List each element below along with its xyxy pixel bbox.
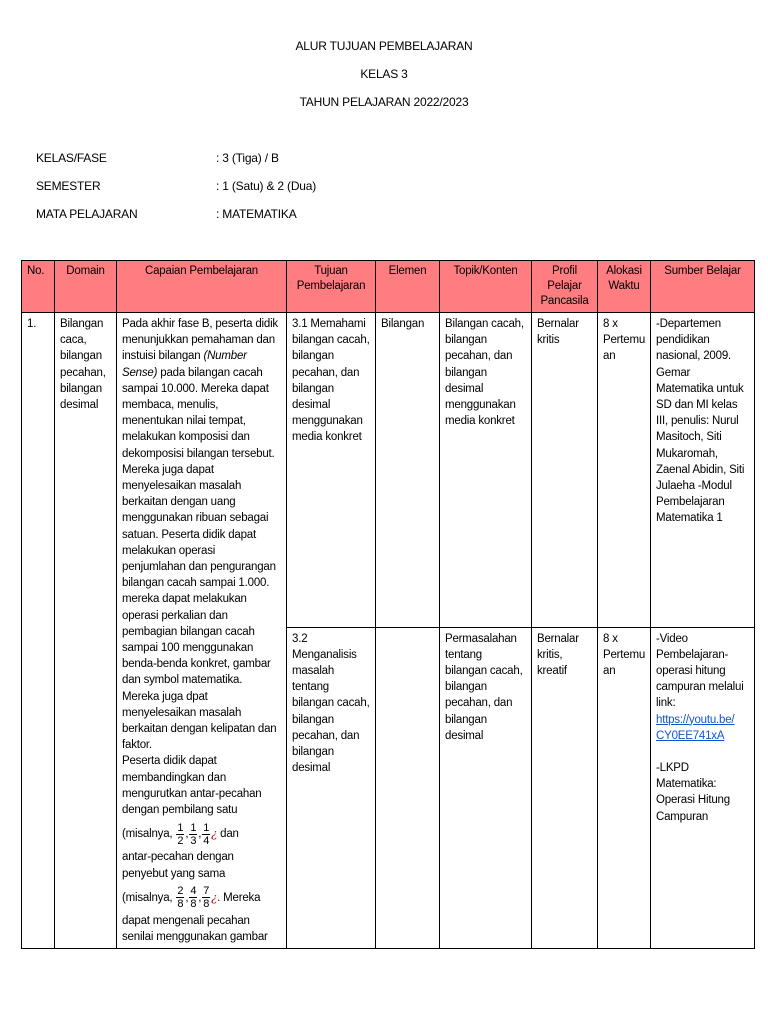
- fraction-example-1: (misalnya, $\frac{1}{2}$ , $\frac{1}{3}$ , $\frac{1}{4}$ ¿ dan: [122, 821, 239, 847]
- header-no: No.: [22, 261, 55, 313]
- cell-capaian: [117, 313, 287, 949]
- fraction-quarter: $\frac{1}{4}$: [203, 821, 210, 847]
- fraction-example-2: (misalnya, $\frac{2}{8}$ , $\frac{4}{8}$ , $\frac{7}{8}$ ¿. Mereka: [122, 885, 261, 911]
- table-row: [22, 313, 755, 628]
- broken-symbol: ¿: [211, 826, 218, 841]
- cell-topik-2: Permasalahan tentang bilangan cacah, bilangan pecahan, dan bilangan desimal: [440, 627, 532, 948]
- capaian-text-1: Pada akhir fase B, peserta didik menunjukkan pemahaman dan instuisi bilangan: [122, 318, 278, 363]
- capaian-text-3: Peserta didik dapat membandingkan dan mengurutkan antar-pecahan dengan pembilang satu: [122, 755, 262, 817]
- sumber-video-text: -Video Pembelajaran-operasi hitung campuran melalui link:: [656, 632, 744, 710]
- cell-elemen-empty: [376, 627, 440, 948]
- header-domain: Domain: [55, 261, 117, 313]
- capaian-text-5: dapat mengenali pecahan senilai menggunakan gambar: [122, 914, 268, 943]
- meta-value-semester: : 1 (Satu) & 2 (Dua): [216, 179, 317, 193]
- cell-alokasi-1: 8 x Pertemu an: [598, 313, 651, 628]
- header-tujuan: Tujuan Pembelajaran: [287, 261, 376, 313]
- meta-label-semester: SEMESTER: [36, 179, 101, 193]
- fraction-half: $\frac{1}{2}$: [177, 821, 184, 847]
- fraction-four-eighths: $\frac{4}{8}$: [190, 885, 197, 911]
- learning-path-table: [21, 260, 755, 949]
- document-year: TAHUN PELAJARAN 2022/2023: [299, 95, 469, 109]
- document-title: ALUR TUJUAN PEMBELAJARAN: [295, 39, 473, 53]
- header-alokasi: Alokasi Waktu: [598, 261, 651, 313]
- meta-label-kelas-fase: KELAS/FASE: [36, 151, 107, 165]
- header-elemen: Elemen: [376, 261, 440, 313]
- sumber-lkpd-text: -LKPD Matematika: Operasi Hitung Campuran: [656, 762, 730, 823]
- meta-value-mata-pelajaran: : MATEMATIKA: [216, 207, 297, 221]
- meta-value-kelas-fase: : 3 (Tiga) / B: [216, 151, 279, 165]
- table-header-row: [22, 261, 755, 313]
- cell-tujuan-1: 3.1 Memahami bilangan cacah, bilangan pecahan, dan bilangan desimal menggunakan media konkret: [287, 313, 376, 628]
- youtube-link[interactable]: https://youtu.be/ CY0EE741xA: [656, 713, 735, 742]
- cell-profil-1: Bernalar kritis: [532, 313, 598, 628]
- fraction-two-eighths: $\frac{2}{8}$: [177, 885, 184, 911]
- header-capaian: Capaian Pembelajaran: [117, 261, 287, 313]
- cell-alokasi-2: 8 x Pertemu an: [598, 627, 651, 948]
- cell-topik-1: Bilangan cacah, bilangan pecahan, dan bilangan desimal menggunakan media konkret: [440, 313, 532, 628]
- cell-domain: Bilangan caca, bilangan pecahan, bilangan desimal: [55, 313, 117, 949]
- header-topik: Topik/Konten: [440, 261, 532, 313]
- fraction-seven-eighths: $\frac{7}{8}$: [203, 885, 210, 911]
- broken-symbol: ¿: [211, 889, 218, 904]
- capaian-text-2: pada bilangan cacah sampai 10.000. Mereka dapat membaca, menulis, menentukan nilai tempat, melakukan komposisi dan dekomposisi bilangan tersebut. Mereka juga dapat menyelesaikan masalah berkaitan dengan uang menggunakan ribuan sebagai satuan. Peserta didik dapat melakukan operasi penjumlahan dan pengurangan bilangan cacah sampai 1.000. mereka dapat melakukan operasi perkalian dan pembagian bilangan cacah sampai 100 menggunakan benda-benda konkret, gambar dan symbol matematika. Mereka juga dpat menyelesaikan masalah berkaitan dengan kelipatan dan faktor.: [122, 366, 277, 752]
- cell-elemen: Bilangan: [376, 313, 440, 628]
- cell-sumber-2: [651, 627, 755, 948]
- header-sumber: Sumber Belajar: [651, 261, 755, 313]
- meta-label-mata-pelajaran: MATA PELAJARAN: [36, 207, 138, 221]
- capaian-text-4: antar-pecahan dengan penyebut yang sama: [122, 851, 234, 880]
- cell-profil-2: Bernalar kritis, kreatif: [532, 627, 598, 948]
- document-class: KELAS 3: [360, 67, 408, 81]
- header-profil: Profil Pelajar Pancasila: [532, 261, 598, 313]
- cell-sumber-1: -Departemen pendidikan nasional, 2009. Gemar Matematika untuk SD dan MI kelas III, penulis: Nurul Masitoch, Siti Mukaromah, Zaenal Abidin, Siti Julaeha -Modul Pembelajaran Matematika 1: [651, 313, 755, 628]
- cell-no: 1.: [22, 313, 55, 949]
- capaian-number-sense: (Number Sense): [122, 350, 247, 379]
- cell-tujuan-2: 3.2 Menganalisis masalah tentang bilangan cacah, bilangan pecahan, dan bilangan desimal: [287, 627, 376, 948]
- fraction-third: $\frac{1}{3}$: [190, 821, 197, 847]
